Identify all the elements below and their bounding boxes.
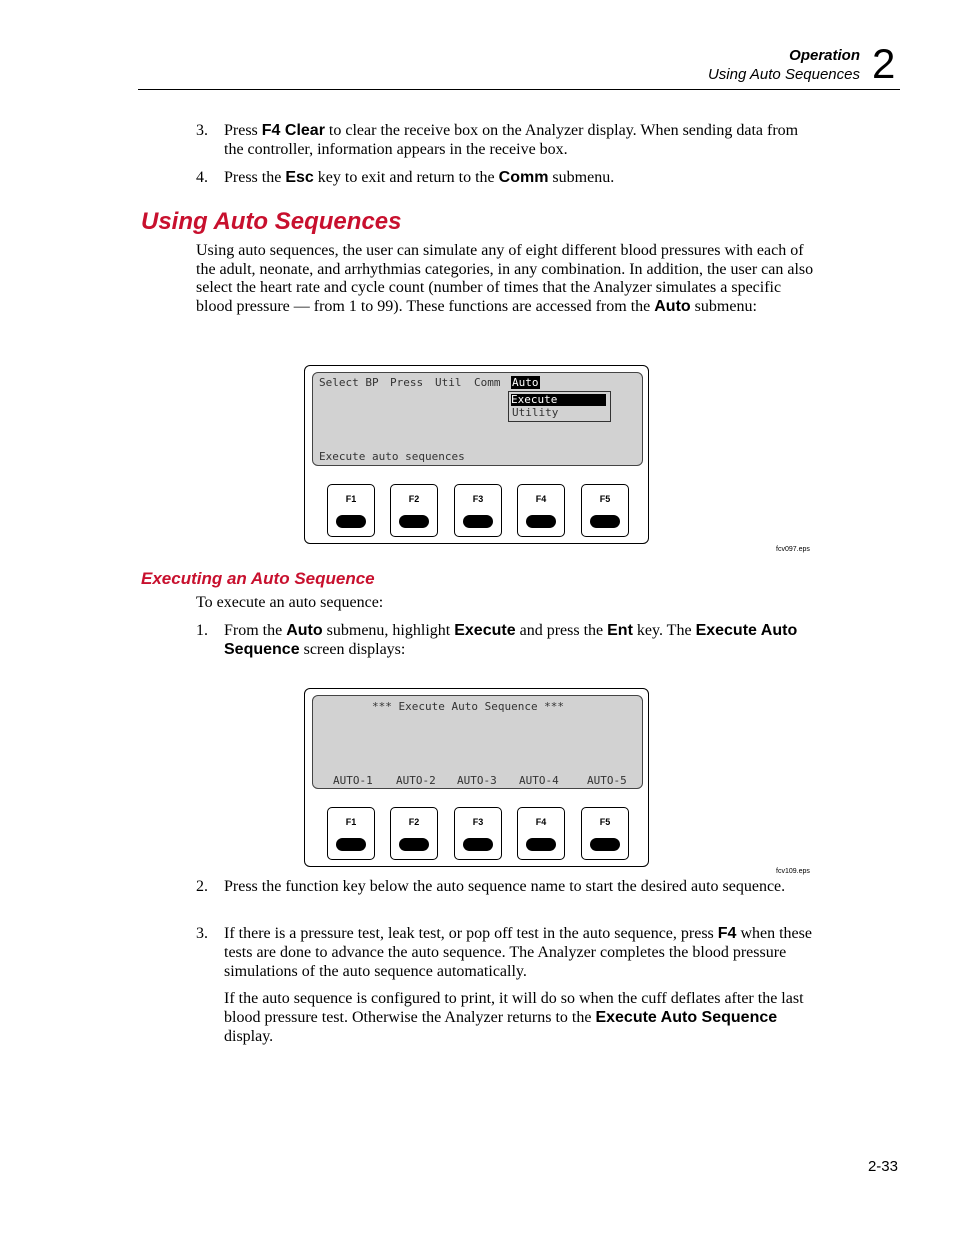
figure-2-caption: fcv109.eps [776,868,810,875]
menu-auto-highlighted: Auto [512,376,539,389]
auto-1-label: AUTO-1 [333,774,373,787]
step-number: 4. [196,169,208,186]
f1-key: F1 [327,807,375,860]
submenu-box [508,391,611,422]
f1-key: F1 [327,484,375,537]
f3-key: F3 [454,484,502,537]
section-heading: Using Auto Sequences [141,208,402,235]
f4-key: F4 [517,807,565,860]
menu-select-bp: Select BP [319,376,379,389]
step-3-text: Press F4 Clear to clear the receive box on the Analyzer display. When sending data from the controller, information appears in the receive box. [224,122,799,158]
step-number: 1. [196,622,208,639]
header-section: Operation [789,47,860,64]
subheading: Executing an Auto Sequence [141,569,375,588]
submenu-utility: Utility [512,406,559,419]
f2-key: F2 [390,484,438,537]
analyzer-display-figure-2 [304,688,649,867]
status-text: Execute auto sequences [319,450,465,463]
analyzer-display-figure-1 [304,365,649,544]
auto-3-label: AUTO-3 [457,774,497,787]
f2-key: F2 [390,807,438,860]
figure-1-caption: fcv097.eps [776,546,810,553]
step-number: 3. [196,925,208,942]
auto-4-label: AUTO-4 [519,774,559,787]
auto-2-label: AUTO-2 [396,774,436,787]
auto-5-label: AUTO-5 [587,774,627,787]
menu-util: Util [435,376,462,389]
lcd-screen [312,695,643,789]
submenu-execute: Execute [511,394,606,406]
page-number: 2-33 [867,1158,898,1175]
step-3b-text: If there is a pressure test, leak test, or pop off test in the auto sequence, press F4 when these tests are done to advance the auto sequence. The Analyzer completes the blood pressure simulations of the auto sequence automatically. [224,925,812,980]
f5-key: F5 [581,484,629,537]
screen-title: *** Execute Auto Sequence *** [372,700,565,713]
f3-key: F3 [454,807,502,860]
menu-comm: Comm [474,376,501,389]
header-subsection: Using Auto Sequences [707,66,860,83]
step-number: 2. [196,878,208,895]
step-4-text: Press the Esc key to exit and return to the Comm submenu. [224,169,615,186]
header-rule [138,89,900,90]
intro-paragraph: Using auto sequences, the user can simulate any of eight different blood pressures with each of the adult, neonate, and arrhythmias categories, in any combination. In addition, the user can also select the heart rate and cycle count (number of times that the Analyzer simulates a specific blood pressure — from 1 to 99). These functions are accessed from the Auto submenu: [196,242,814,315]
step-1-text: From the Auto submenu, highlight Execute and press the Ent key. The Execute Auto Sequence screen displays: [224,622,798,658]
step-2-text: Press the function key below the auto sequence name to start the desired auto sequence. [224,878,786,895]
exec-intro: To execute an auto sequence: [196,594,384,611]
menu-press: Press [390,376,424,389]
step-3-note: If the auto sequence is configured to print, it will do so when the cuff deflates after the last blood pressure test. Otherwise the Analyzer returns to the Execute Auto Sequence display. [224,990,804,1045]
step-number: 3. [196,122,208,139]
f5-key: F5 [581,807,629,860]
f4-key: F4 [517,484,565,537]
lcd-screen [312,372,643,466]
chapter-number: 2 [872,40,896,87]
